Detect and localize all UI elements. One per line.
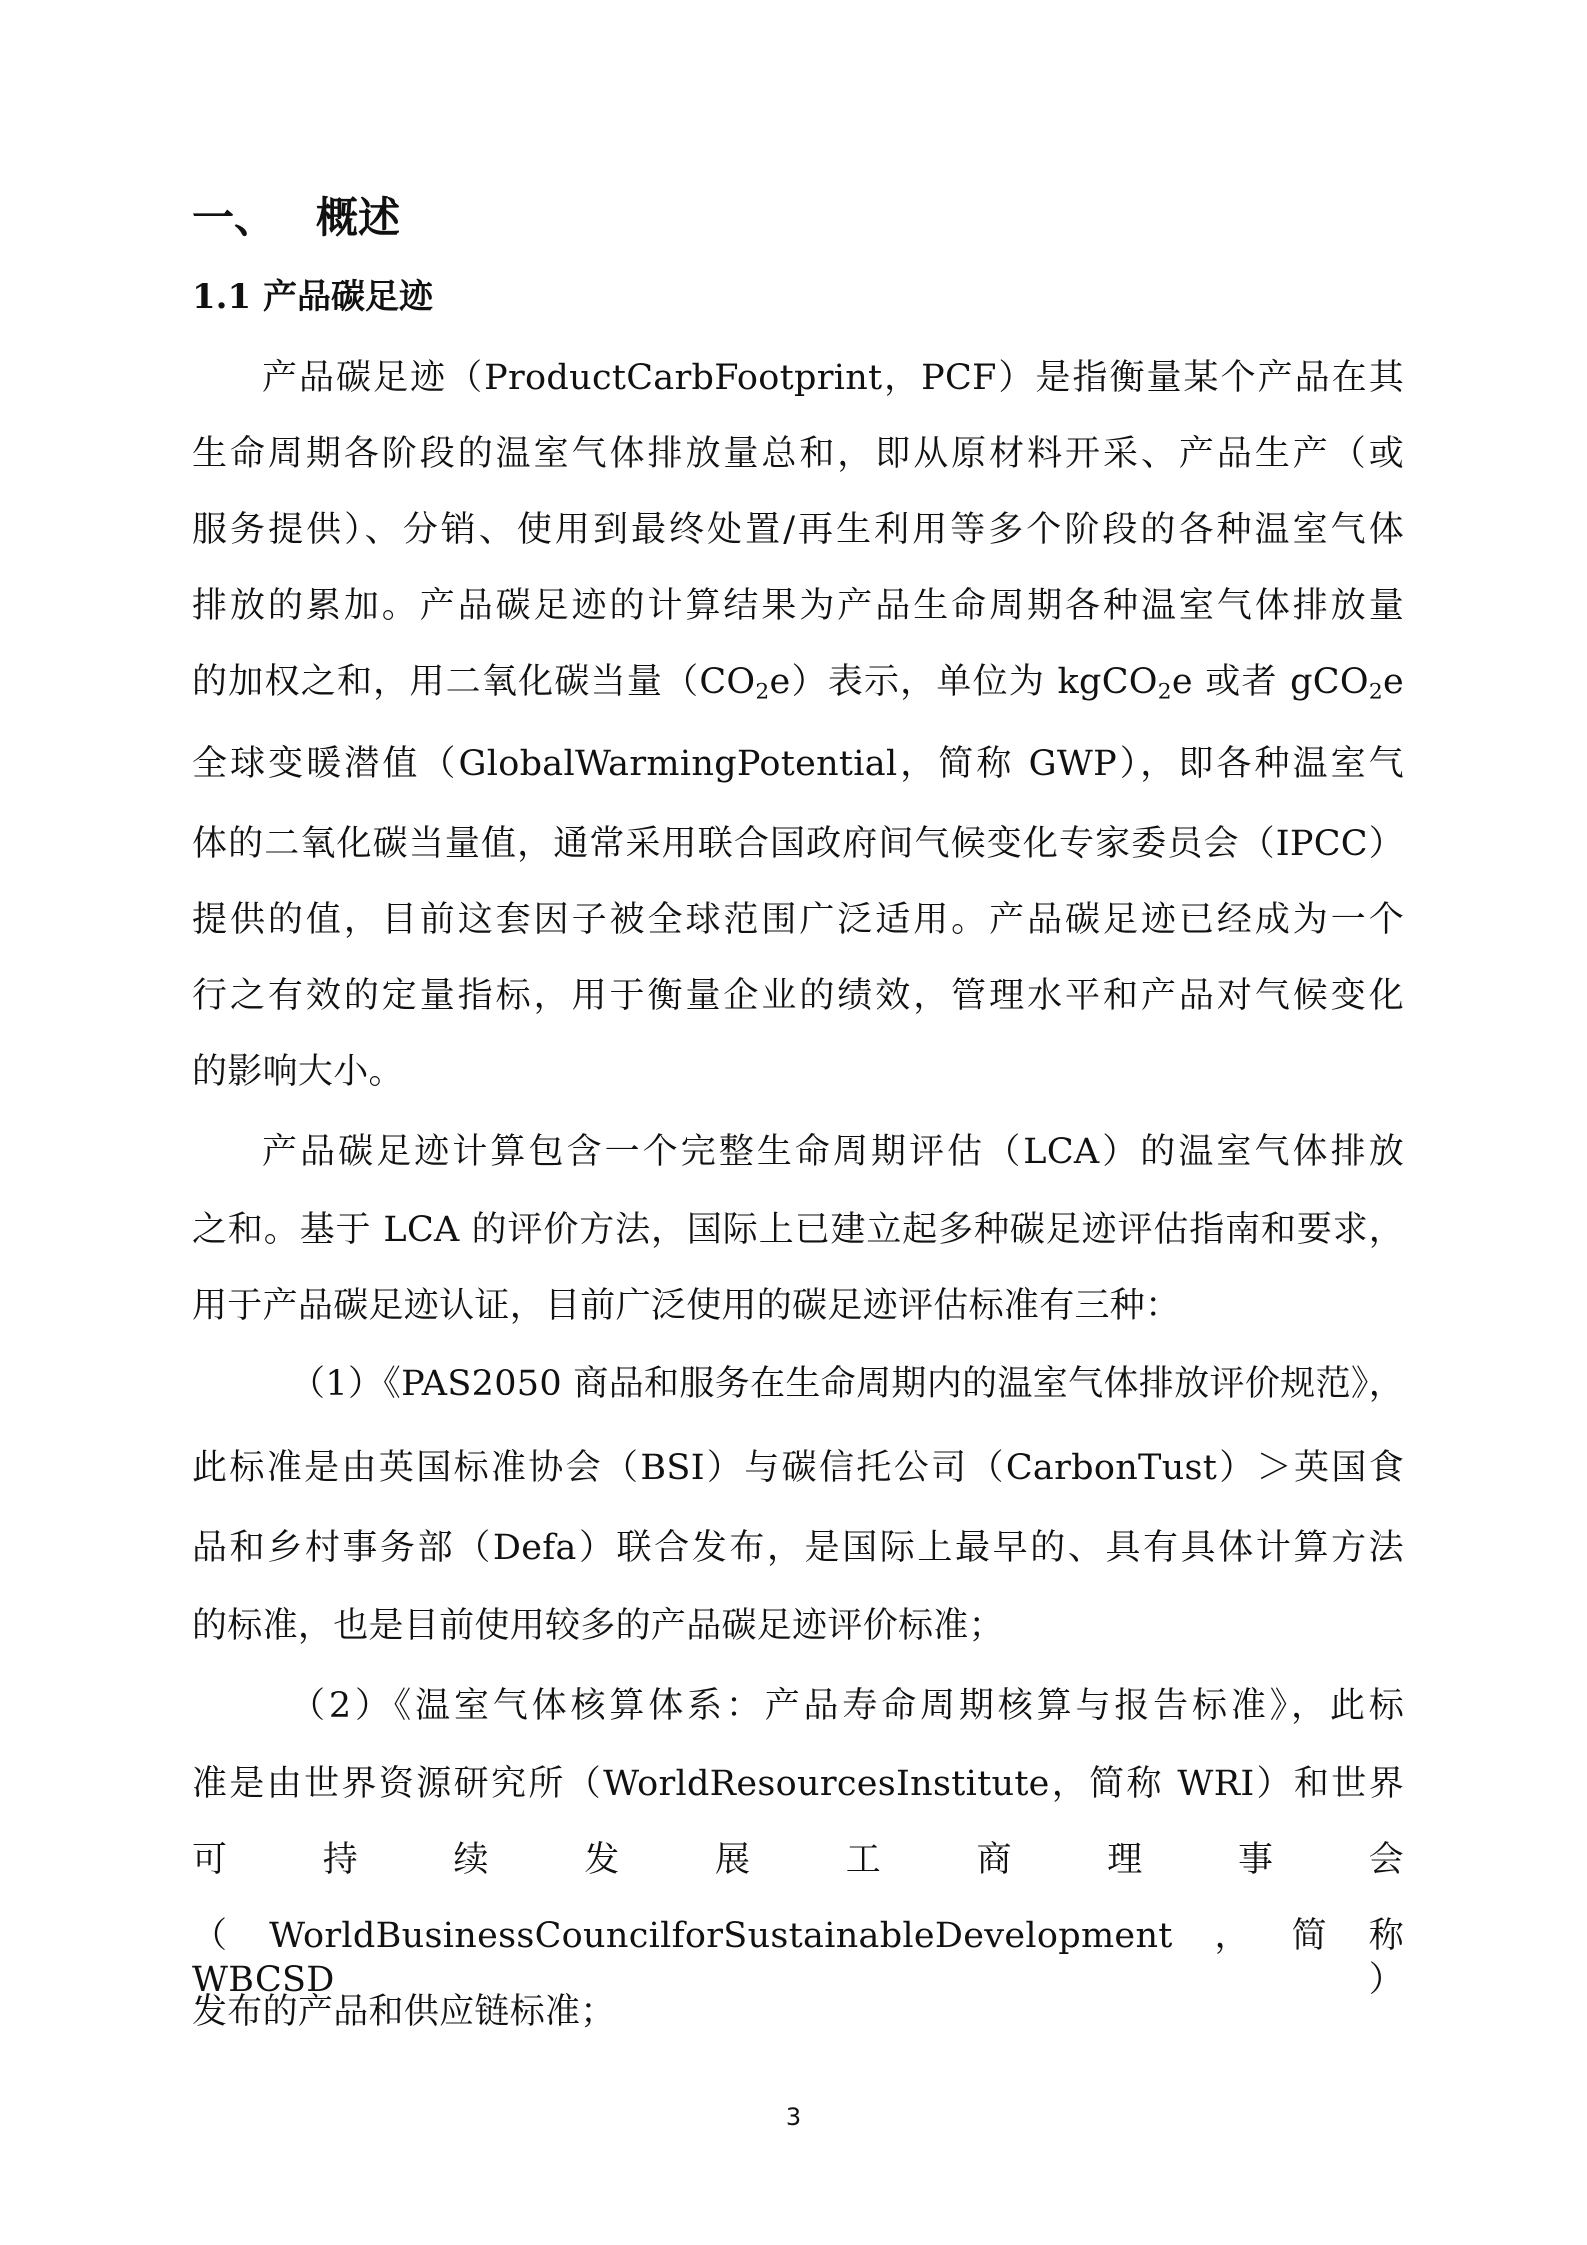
para3-line1: （1）《PAS2050 商品和服务在生命周期内的温室气体排放评价规范》， — [290, 1364, 1404, 1404]
section-number: 一、 — [192, 193, 277, 242]
para1-line7: 体的二氧化碳当量值，通常采用联合国政府间气候变化专家委员会（IPCC） — [192, 824, 1404, 864]
para4-line4: （WorldBusinessCouncilforSustainableDevelopment，简称 WBCSD） — [192, 1916, 1404, 2000]
co2-subscript: 2 — [1157, 679, 1172, 705]
section-title: 概述 — [316, 193, 401, 242]
co2-subscript: 2 — [1368, 679, 1383, 705]
subsection-heading: 1.1 产品碳足迹 — [192, 277, 433, 317]
para2-line3: 用于产品碳足迹认证，目前广泛使用的碳足迹评估标准有三种： — [192, 1286, 1181, 1326]
para1-line5-c: e 或者 gCO — [1171, 662, 1369, 702]
para4-line2: 准是由世界资源研究所（WorldResourcesInstitute，简称 WRI）和世界 — [192, 1764, 1404, 1804]
co2-subscript: 2 — [755, 679, 770, 705]
para1-line6: 全球变暖潜值（GlobalWarmingPotential，简称 GWP），即各种温室气 — [192, 744, 1404, 784]
para1-line5-a: 的加权之和，用二氧化碳当量（CO — [192, 662, 756, 702]
para1-line10: 的影响大小。 — [192, 1052, 404, 1092]
para1-line1: 产品碳足迹（ProductCarbFootprint，PCF）是指衡量某个产品在其 — [262, 358, 1404, 398]
section-heading — [192, 190, 400, 246]
para3-line4: 的标准，也是目前使用较多的产品碳足迹评价标准； — [192, 1606, 1004, 1646]
para1-line9: 行之有效的定量指标，用于衡量企业的绩效，管理水平和产品对气候变化 — [192, 976, 1404, 1016]
para3-line2: 此标准是由英国标准协会（BSI）与碳信托公司（CarbonTust）＞英国食 — [192, 1448, 1404, 1488]
para4-line5: 发布的产品和供应链标准； — [192, 1992, 616, 2032]
para1-line8: 提供的值，目前这套因子被全球范围广泛适用。产品碳足迹已经成为一个 — [192, 900, 1404, 940]
para1-line5-d: e — [1383, 662, 1405, 702]
para1-line2: 生命周期各阶段的温室气体排放量总和，即从原材料开采、产品生产（或 — [192, 434, 1404, 474]
para3-line3: 品和乡村事务部（Defa）联合发布，是国际上最早的、具有具体计算方法 — [192, 1528, 1404, 1568]
para4-line3: 可 持 续 发 展 工 商 理 事 会 — [192, 1840, 1404, 1880]
para1-line3: 服务提供）、分销、使用到最终处置/再生利用等多个阶段的各种温室气体 — [192, 510, 1404, 550]
para2-line2: 之和。基于 LCA 的评价方法，国际上已建立起多种碳足迹评估指南和要求， — [192, 1210, 1404, 1250]
para1-line5 — [192, 660, 1404, 704]
para1-line4: 排放的累加。产品碳足迹的计算结果为产品生命周期各种温室气体排放量 — [192, 586, 1404, 626]
para4-line1: （2）《温室气体核算体系：产品寿命周期核算与报告标准》，此标 — [290, 1686, 1404, 1726]
page-number: 3 — [785, 2103, 802, 2131]
para2-line1: 产品碳足迹计算包含一个完整生命周期评估（LCA）的温室气体排放 — [262, 1132, 1404, 1172]
para1-line5-b: e）表示，单位为 kgCO — [769, 662, 1158, 702]
